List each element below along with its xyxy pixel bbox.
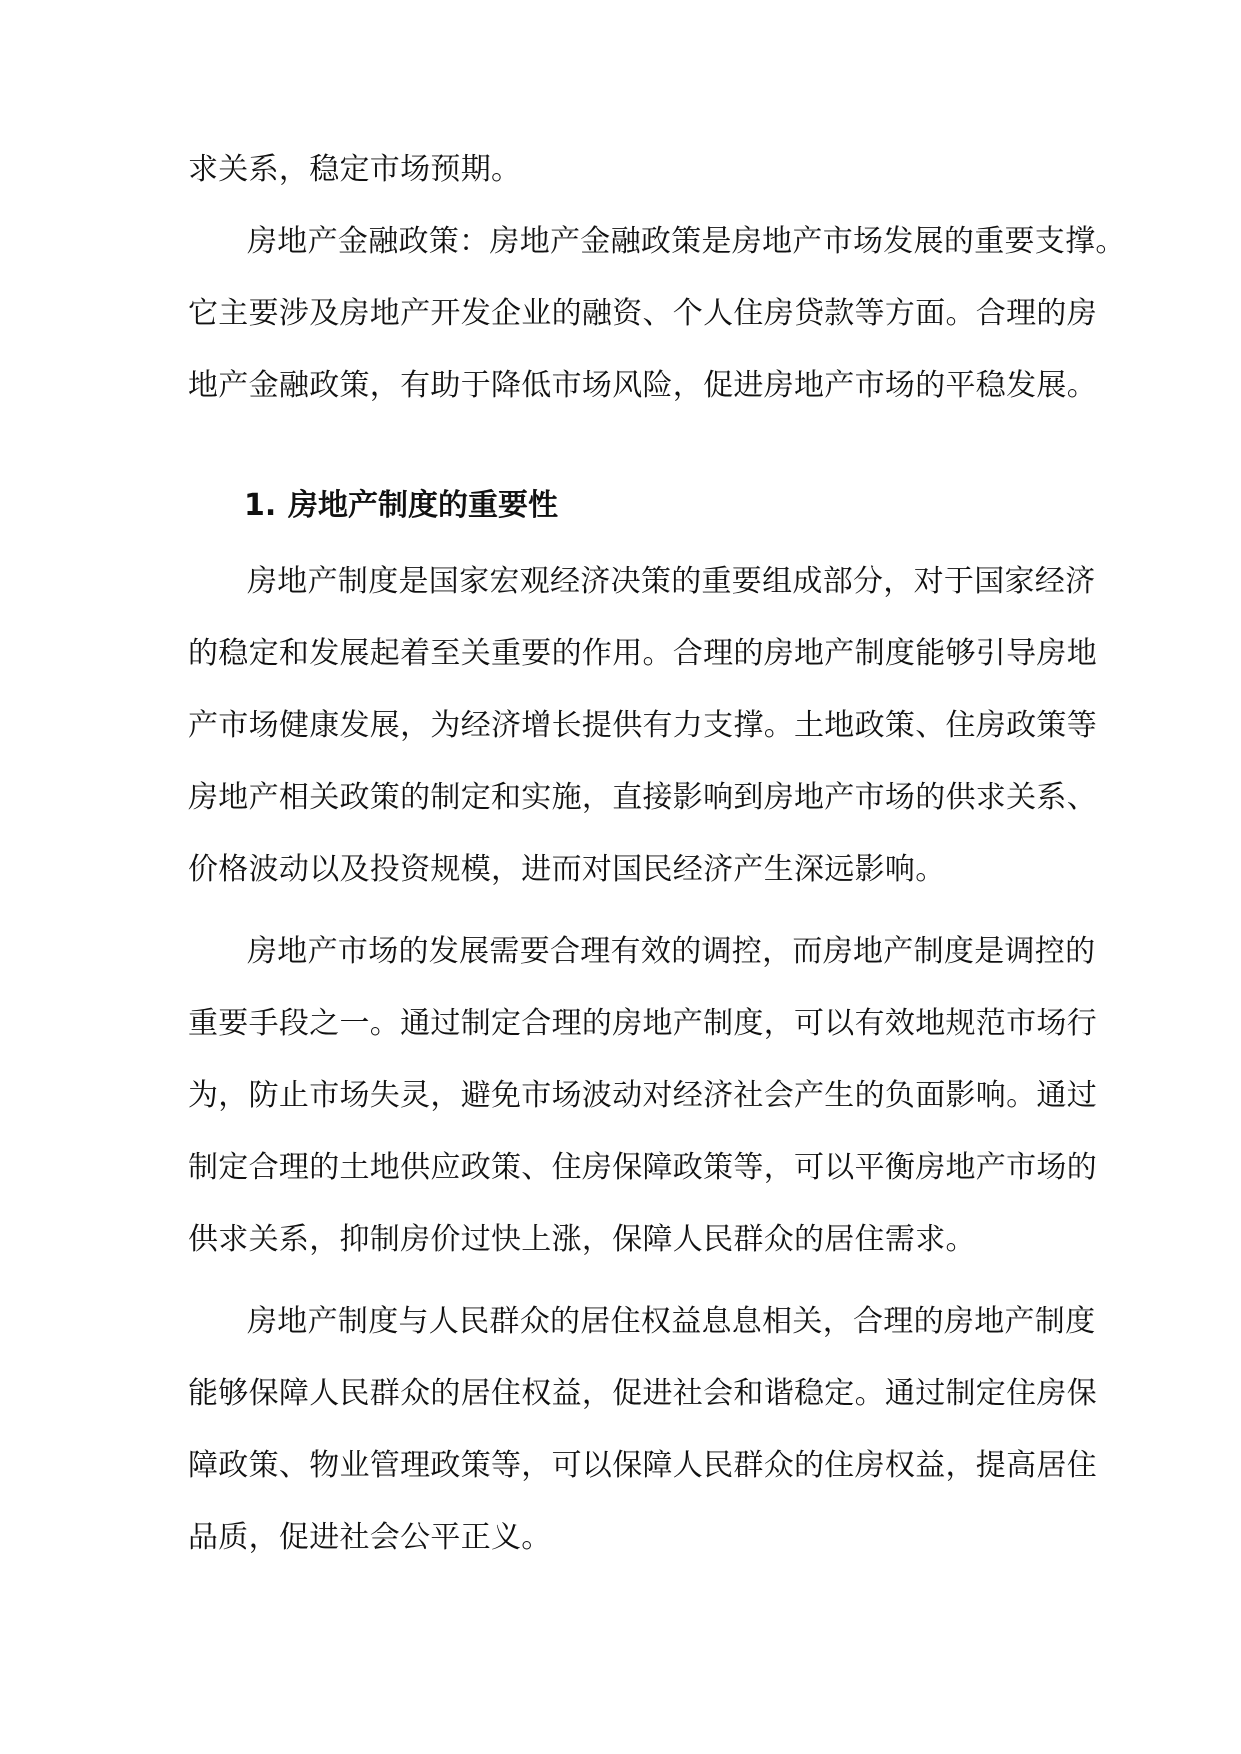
paragraph-regulation-line-5: 供求关系，抑制房价过快上涨，保障人民群众的居住需求。 [188,1222,976,1257]
paragraph-finance-line-3: 地产金融政策，有助于降低市场风险，促进房地产市场的平稳发展。 [188,368,1097,403]
paragraph-rights-line-3: 障政策、物业管理政策等，可以保障人民群众的住房权益，提高居住 [188,1448,1097,1483]
section-heading-text: 房地产制度的重要性 [288,488,558,523]
paragraph-importance-line-1: 房地产制度是国家宏观经济决策的重要组成部分，对于国家经济 [247,564,1096,599]
paragraph-rights-line-1: 房地产制度与人民群众的居住权益息息相关，合理的房地产制度 [247,1304,1096,1339]
paragraph-regulation-line-3: 为，防止市场失灵，避免市场波动对经济社会产生的负面影响。通过 [188,1078,1097,1113]
paragraph-continuation-line: 求关系，稳定市场预期。 [188,152,522,187]
paragraph-finance-line-2: 它主要涉及房地产开发企业的融资、个人住房贷款等方面。合理的房 [188,296,1097,331]
paragraph-importance-line-4: 房地产相关政策的制定和实施，直接影响到房地产市场的供求关系、 [188,780,1097,815]
paragraph-rights-line-4: 品质，促进社会公平正义。 [188,1520,552,1555]
section-heading [244,486,558,526]
paragraph-regulation-line-2: 重要手段之一。通过制定合理的房地产制度，可以有效地规范市场行 [188,1006,1097,1041]
paragraph-importance-line-5: 价格波动以及投资规模，进而对国民经济产生深远影响。 [188,852,946,887]
paragraph-regulation-line-4: 制定合理的土地供应政策、住房保障政策等，可以平衡房地产市场的 [188,1150,1097,1185]
paragraph-importance-line-2: 的稳定和发展起着至关重要的作用。合理的房地产制度能够引导房地 [188,636,1097,671]
paragraph-finance-line-1: 房地产金融政策：房地产金融政策是房地产市场发展的重要支撑。 [247,224,1126,259]
paragraph-regulation-line-1: 房地产市场的发展需要合理有效的调控，而房地产制度是调控的 [247,934,1096,969]
paragraph-importance-line-3: 产市场健康发展，为经济增长提供有力支撑。土地政策、住房政策等 [188,708,1097,743]
paragraph-rights-line-2: 能够保障人民群众的居住权益，促进社会和谐稳定。通过制定住房保 [188,1376,1097,1411]
section-heading-number: 1. [244,488,277,523]
